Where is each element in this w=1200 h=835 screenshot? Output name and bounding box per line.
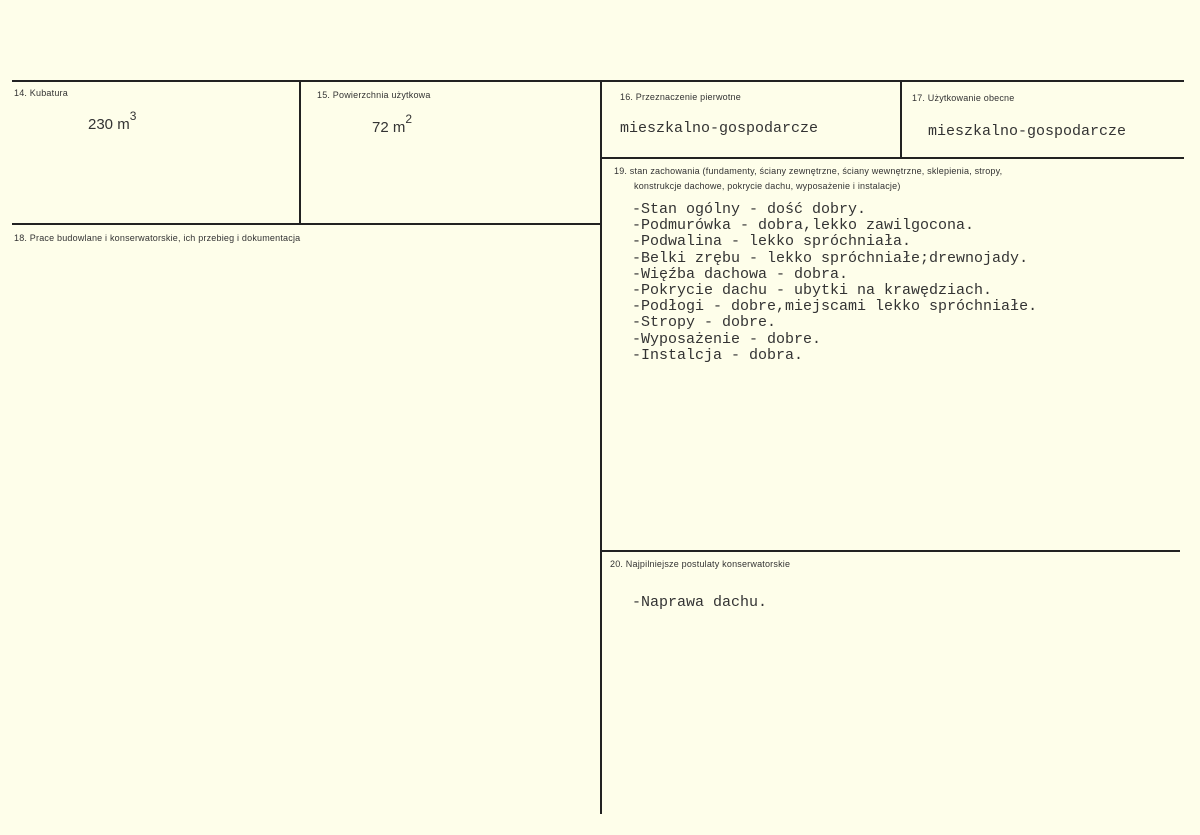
- rule-below-16-17: [602, 157, 1184, 159]
- stan-item: -Pokrycie dachu - ubytki na krawędziach.: [632, 282, 993, 300]
- postulaty-label: 20. Najpilniejsze postulaty konserwatorskie: [610, 559, 791, 569]
- stan-item: -Podłogi - dobre,miejscami lekko spróchniałe.: [632, 298, 1038, 316]
- stan-label-line1: 19. stan zachowania (fundamenty, ściany zewnętrzne, ściany wewnętrzne, sklepienia, stropy,: [614, 166, 1003, 176]
- kubatura-label: 14. Kubatura: [14, 88, 68, 98]
- kubatura-value-text: 230 m: [88, 116, 130, 133]
- divider-16-17: [900, 82, 902, 158]
- stan-item: -Więźba dachowa - dobra.: [632, 265, 849, 283]
- top-rule: [12, 80, 1184, 82]
- divider-15-16: [600, 82, 602, 814]
- stan-item: -Podwalina - lekko spróchniała.: [632, 233, 912, 251]
- kubatura-exponent: 3: [129, 109, 137, 123]
- stan-item: -Podmurówka - dobra,lekko zawilgocona.: [632, 217, 975, 235]
- stan-item: -Wyposażenie - dobre.: [632, 330, 822, 348]
- stan-label: [614, 164, 1002, 194]
- przeznaczenie-label: 16. Przeznaczenie pierwotne: [620, 92, 741, 102]
- powierzchnia-exponent: 2: [405, 112, 413, 126]
- stan-list: [632, 202, 1037, 364]
- prace-label: 18. Prace budowlane i konserwatorskie, ich przebieg i dokumentacja: [14, 233, 301, 243]
- stan-item: -Belki zrębu - lekko spróchniałe;drewnojady.: [632, 249, 1029, 267]
- stan-label-line2: konstrukcje dachowe, pokrycie dachu, wyposażenie i instalacje): [634, 181, 901, 191]
- uzytkowanie-label: 17. Użytkowanie obecne: [912, 93, 1015, 103]
- kubatura-value: [88, 109, 137, 133]
- stan-item: -Stan ogólny - dość dobry.: [632, 201, 867, 218]
- powierzchnia-value-text: 72 m: [372, 119, 406, 136]
- stan-item: -Stropy - dobre.: [632, 314, 777, 332]
- rule-above-20: [602, 550, 1180, 552]
- przeznaczenie-value: mieszkalno-gospodarcze: [620, 120, 819, 137]
- powierzchnia-value: [372, 112, 413, 136]
- uzytkowanie-value: mieszkalno-gospodarcze: [928, 123, 1127, 140]
- divider-14-15: [299, 82, 301, 224]
- postulaty-value: -Naprawa dachu.: [632, 594, 768, 611]
- stan-item: -Instalcja - dobra.: [632, 346, 804, 364]
- powierzchnia-label: 15. Powierzchnia użytkowa: [317, 90, 431, 100]
- rule-below-14-15: [12, 223, 602, 225]
